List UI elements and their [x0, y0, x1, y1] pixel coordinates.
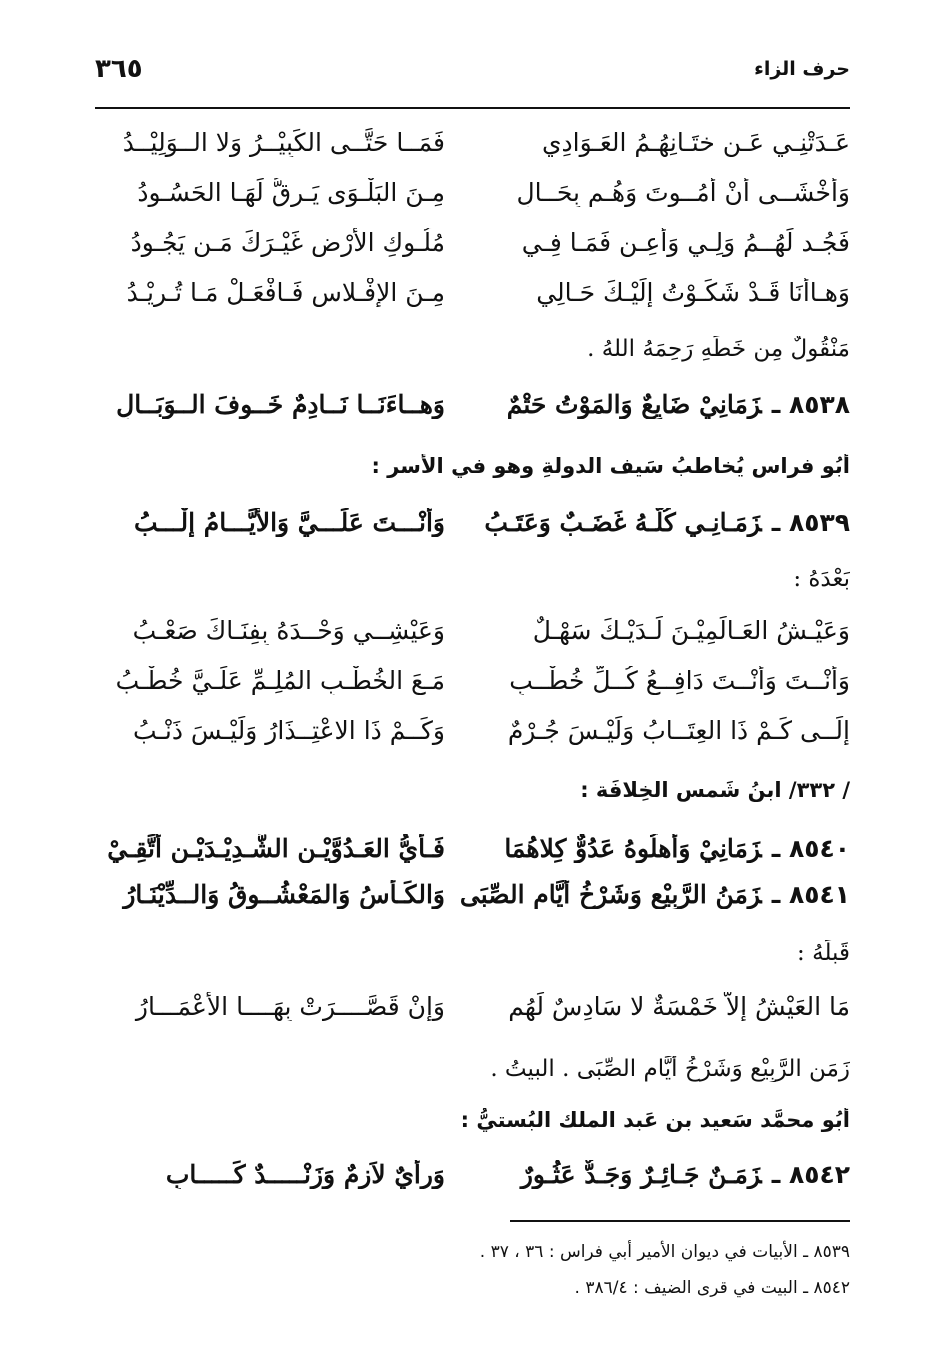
numbered-verse-8538 [0, 390, 945, 440]
footnote: ٨٥٣٩ ـ الأبيات في ديوان الأمير أبي فراس : ٣٦ ، ٣٧ . [479, 1242, 850, 1262]
verse-second-hemistich: فَـأَيُّ العَـدُوَّيْـنِ الشَّـدِيْـدَيْـنِ أَتَّقِـيْ [107, 834, 445, 863]
verse-first-hemistich: مَا العَيْشُ إلاَّ خَمْسَةٌ لا سَادِسٌ لَهُم [508, 992, 850, 1021]
verse-second-hemistich: وَهــاءَنَــا نَــادِمٌ خَــوفَ الــوَبَــالِ [116, 390, 445, 419]
prose-note: مَنْقُولٌ مِن خَطِّهِ رَحِمَهُ اللهُ . [587, 336, 850, 362]
verse-text: زَمَـنٌ جَـائِـرٌ وَجَـدٌّ عَثُـورٌ [520, 1160, 762, 1189]
verse-number: ٨٥٤٢ ـ [771, 1160, 850, 1189]
verse-first-hemistich: إِلَــى كَـمْ ذَا العِتَــابُ وَلَيْـسَ جُـرْمٌ [507, 716, 850, 745]
verse-second-hemistich: مُلُـوكِ الأَرْضِ غَيْـرَكَ مَـن يَجُـودُ [130, 228, 445, 257]
prose-note: زَمَنِ الرَّبِيْعِ وَشَرْخُ أَيَّامِ الصِّبَى . البيتُ . [490, 1056, 850, 1082]
section-heading: / ٣٣٢/ ابنُ شَمسِ الخِلافَة : [580, 778, 850, 802]
verse-first-hemistich: وَهـاأَنَا قَـدْ شَكَـوْتُ إِلَيْـكَ حَـالِي [536, 278, 850, 307]
verse-number: ٨٥٣٨ ـ [771, 390, 850, 419]
verse-first-hemistich: فَجُـد لَهُــمُ وَلِـي وَأَعِـن فَمَـا فِـي [521, 228, 850, 257]
verse-first-hemistich: وَأَخْشَــى أَنْ أَمُــوتَ وَهُـم بِحَــالٍ [516, 178, 850, 207]
header-divider [95, 107, 850, 109]
numbered-verse-8542 [0, 1160, 945, 1210]
verse-first-hemistich: وَأَنْــتَ وَأَنْــتَ دَافِــعُ كُــلِّ خُطْــبٍ [509, 666, 850, 695]
verse-first-hemistich [450, 1160, 850, 1189]
prose-note: بَعْدَهُ : [793, 566, 850, 592]
verse-row [0, 666, 945, 716]
verse-text: زَمَـانِـي كُلُّـهُ غَضَـبٌ وَعَتَـبُ [484, 508, 762, 537]
verse-first-hemistich [450, 390, 850, 419]
numbered-verse-8540 [0, 834, 945, 884]
verse-number: ٨٥٤٠ ـ [771, 834, 850, 863]
verse-first-hemistich [450, 508, 850, 537]
section-heading: أَبُو فراس يُخاطبُ سَيف الدولةِ وهو في الأسرِ : [371, 454, 850, 478]
verse-row [0, 178, 945, 228]
verse-row [0, 616, 945, 666]
section-heading: أَبُو محمَّد سَعيد بن عَبد الملك البُستيُّ : [460, 1108, 850, 1132]
verse-second-hemistich: وَأَنْـــتَ عَلَـــيَّ وَالأَيَّـــامُ إِلْـــبُ [134, 508, 445, 537]
verse-second-hemistich: فَمَــا حَتَّــى الكَبِيْــرُ وَلا الــوَلِيْــدُ [122, 128, 445, 157]
verse-second-hemistich: مَـعَ الخُطْـبِ المُلِـمِّ عَلَـيَّ خُطْـبُ [115, 666, 445, 695]
footnote-divider [510, 1220, 850, 1222]
verse-first-hemistich: وَعَيْـشُ العَـالَمِيْـنَ لَـدَيْـكَ سَهْـلٌ [532, 616, 850, 645]
verse-first-hemistich [450, 834, 850, 863]
verse-row [0, 992, 945, 1042]
verse-row [0, 716, 945, 766]
verse-text: زَمَانِيْ ضَايِعٌ وَالمَوْتُ حَتْمٌ [506, 390, 762, 419]
verse-second-hemistich: مِـنَ الإفْـلاسِ فَـافْعَـلْ مَـا تُـرِيْـدُ [126, 278, 445, 307]
verse-text: زَمَانِيْ وَأَهلُوهُ عَدُوٌّ كِلاهُمَا [504, 834, 762, 863]
running-header-title: حرف الزاء [754, 58, 850, 80]
verse-row [0, 128, 945, 178]
verse-text: زَمَنُ الرَّبِيْعِ وَشَرْخُ أَيَّامِ الصِّبَى [459, 880, 762, 909]
verse-first-hemistich: عَـدَتْنِـي عَـن ختَـانِهُـمُ العَـوَادِي [541, 128, 850, 157]
verse-second-hemistich: وَالكَـأْسُ وَالمَعْشُــوقُ وَالــدِّيْنَـارُ [123, 880, 445, 909]
verse-first-hemistich [450, 880, 850, 909]
verse-number: ٨٥٣٩ ـ [771, 508, 850, 537]
page-number: ٣٦٥ [95, 54, 143, 84]
verse-second-hemistich: وَعَيْشِــي وَحْــدَهُ بِفِنَـاكَ صَعْـبُ [132, 616, 445, 645]
verse-second-hemistich: وَكَــمْ ذَا الاعْتِــذَارُ وَلَيْـسَ ذَنْـبُ [133, 716, 445, 745]
prose-note: قَبلَهُ : [797, 940, 850, 966]
numbered-verse-8539 [0, 508, 945, 558]
verse-row [0, 278, 945, 328]
verse-second-hemistich: وَإِنْ قَصَّــــرَتْ بِهَــــا الأَعْمَـــارُ [135, 992, 445, 1021]
verse-number: ٨٥٤١ ـ [771, 880, 850, 909]
verse-row [0, 228, 945, 278]
footnote: ٨٥٤٢ ـ البيت في قرى الضيف : ٣٨٦/٤ . [574, 1278, 850, 1298]
verse-second-hemistich: وَرأيٌ لاَزِمٌ وَزَنْـــــدٌ كَـــــابِ [165, 1160, 445, 1189]
verse-second-hemistich: مِـنَ البَلْـوَى يَـرِقُّ لَهَـا الحَسُـودُ [137, 178, 445, 207]
numbered-verse-8541 [0, 880, 945, 930]
